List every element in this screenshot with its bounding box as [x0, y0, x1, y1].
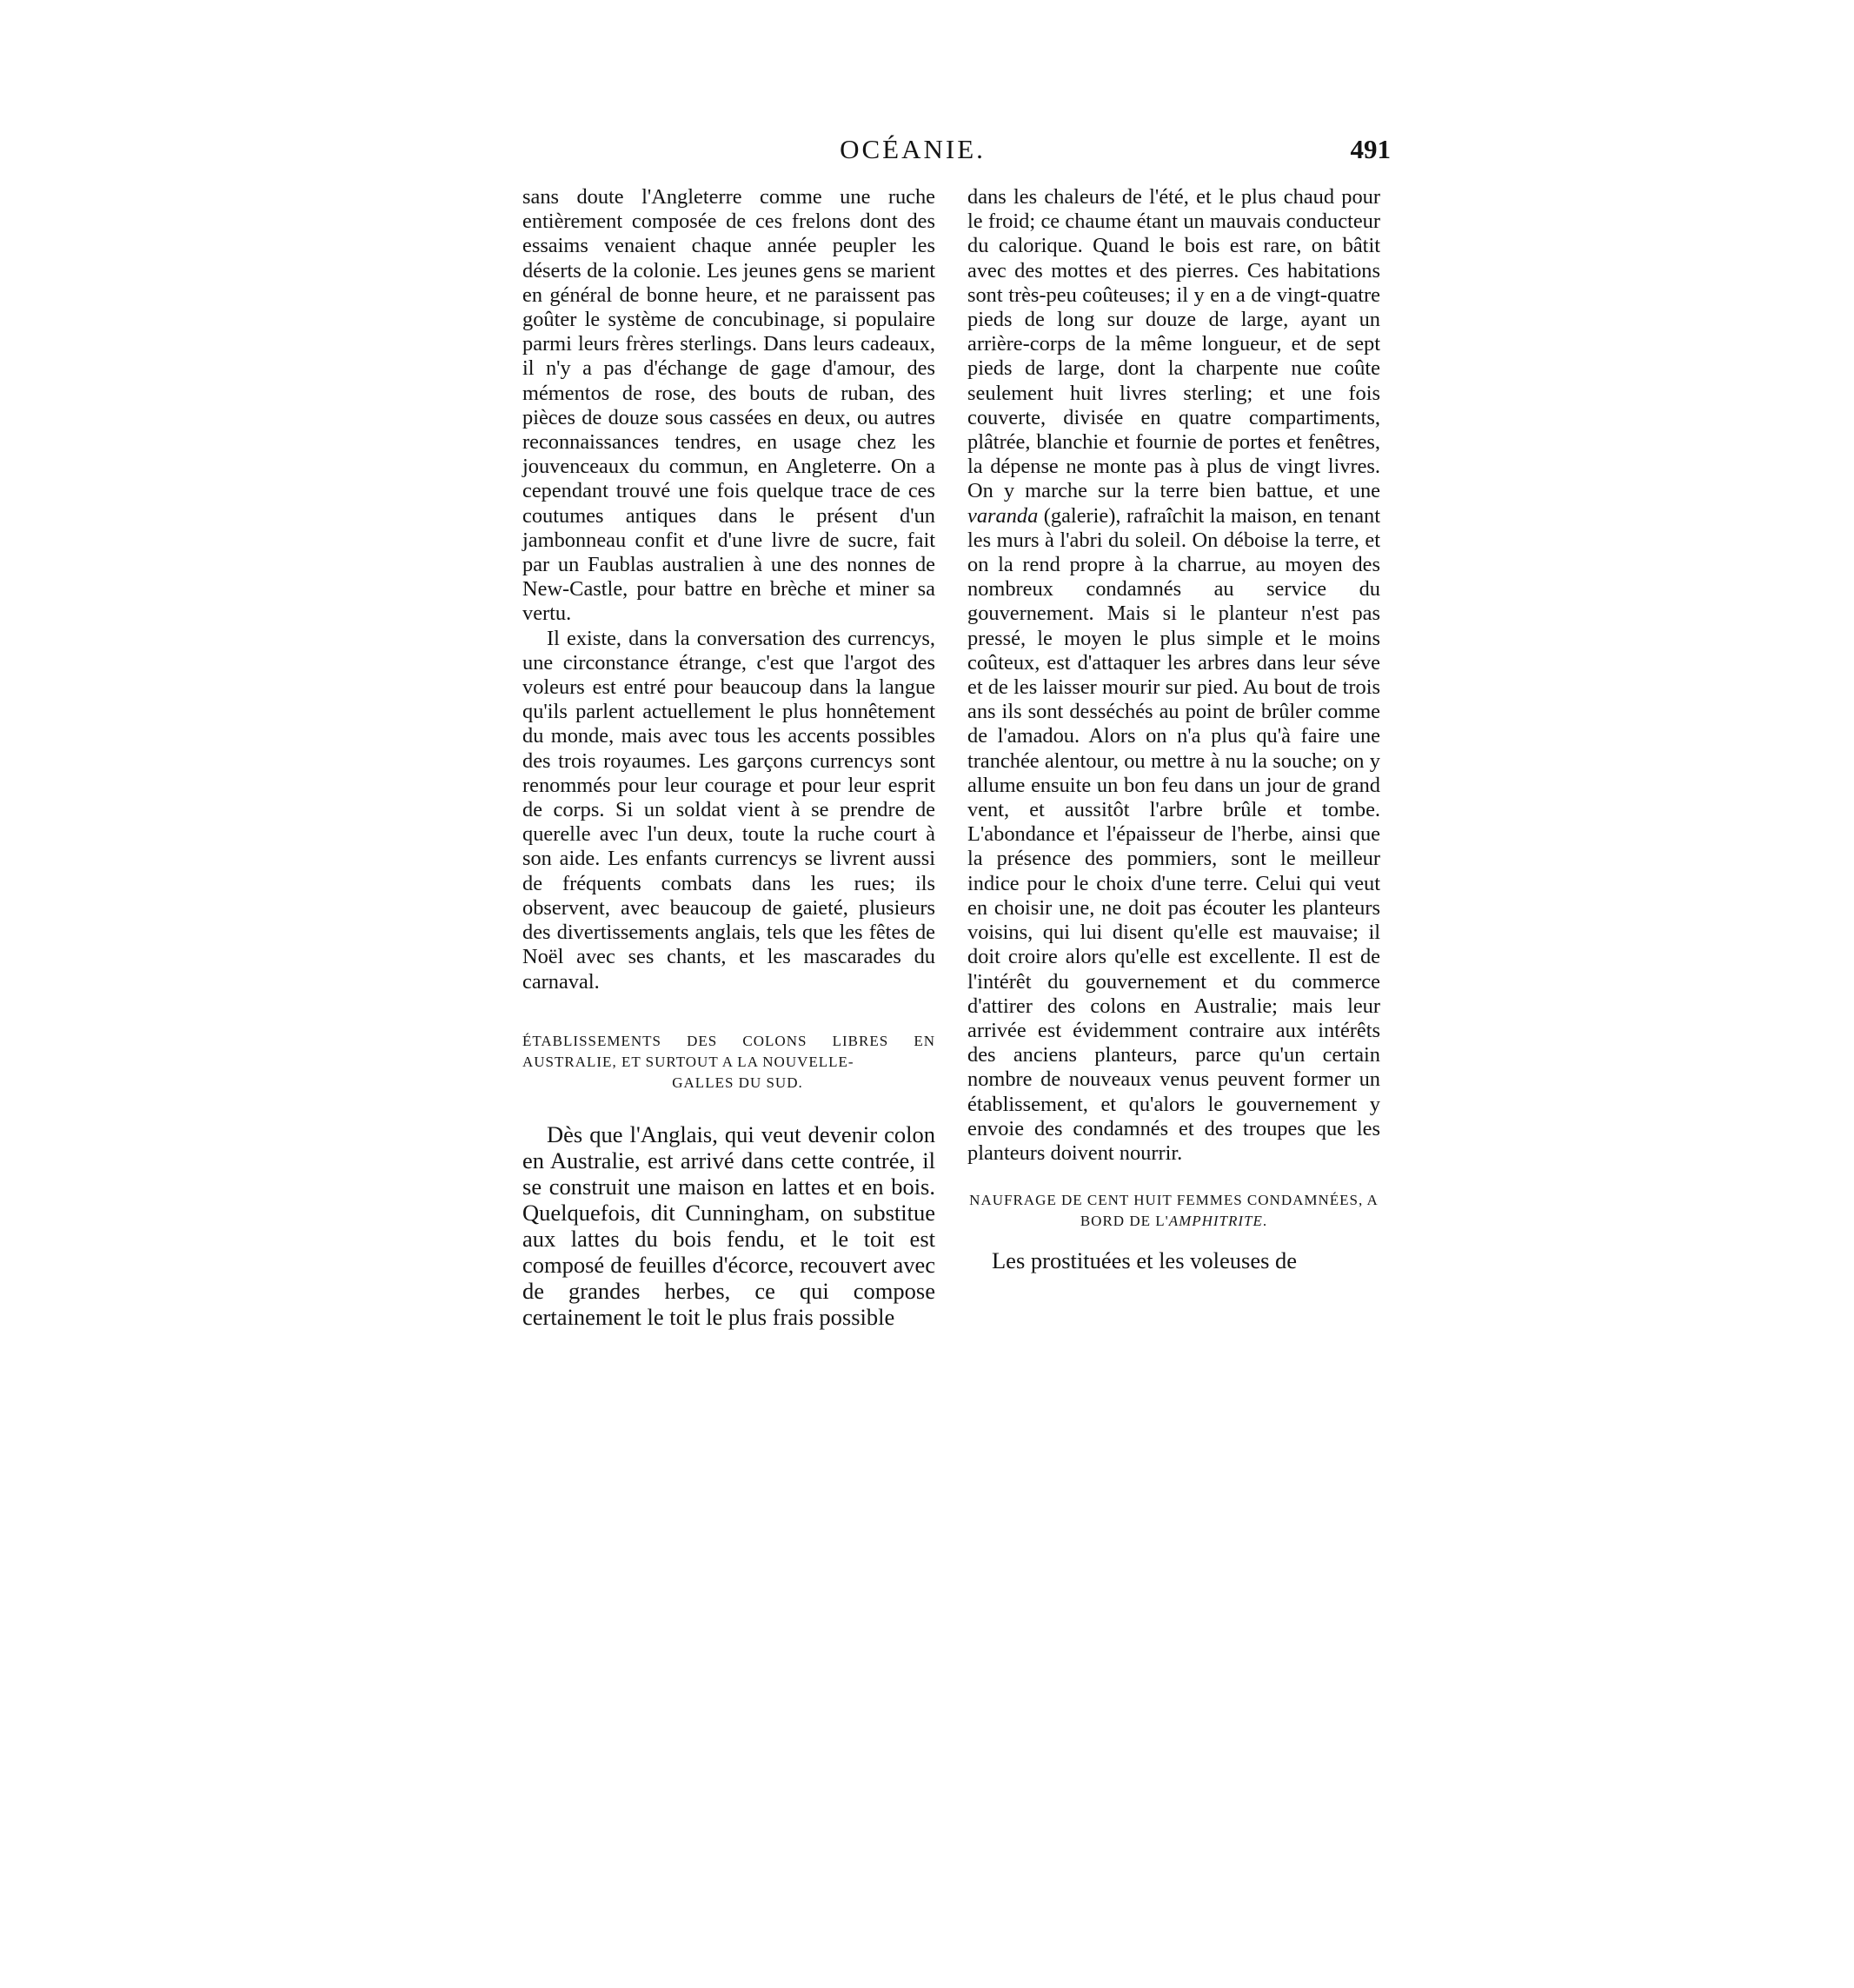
section-heading-line: ÉTABLISSEMENTS DES COLONS LIBRES EN AUSTRALIE, ET SURTOUT A LA NOUVELLE- — [522, 1032, 935, 1070]
paragraph-text: dans les chaleurs de l'été, et le plus chaud pour le froid; ce chaume étant un mauvais conducteur du calorique. Quand le bois est rare, on bâtit avec des mottes et des pierres. Ces habitations sont très-peu coûteuses; il y en a de vingt-quatre pieds de long sur douze de large, ayant un arrière-corps de la même longueur, et de sept pieds de large, dont la charpente nue coûte seulement huit livres sterling; et une fois couverte, divisée en quatre compartiments, plâtrée, blanchie et fournie de portes et fenêtres, la dépense ne monte pas à plus de vingt livres. On y marche sur la terre bien battue, et une — [967, 185, 1380, 503]
running-head — [522, 130, 1391, 169]
section-heading-line: GALLES DU SUD. — [672, 1074, 803, 1091]
section-heading-emphasis: AMPHITRITE — [1168, 1213, 1263, 1230]
emphasis: varanda — [967, 503, 1039, 528]
paragraph-text: (galerie), rafraîchit la maison, en tenant les murs à l'abri du soleil. On déboise la terre, et on la rend propre à la charrue, au moyen des nombreux condamnés au service du gouvernement. Mais si le planteur n'est pas pressé, le moyen le plus simple et le moins coûteux, est d'attaquer les arbres dans leur séve et de les laisser mourir sur pied. Au bout de trois ans ils sont desséchés au point de brûler comme de l'amadou. Alors on n'a plus qu'à faire une tranchée alentour, ou mettre à nu la souche; on y allume ensuite un bon feu dans un jour de grand vent, et aussitôt l'arbre brûle et tombe. L'abondance et l'épaisseur de l'herbe, ainsi que la présence des pommiers, sont le meilleur indice pour le choix d'une terre. Celui qui veut en choisir une, ne doit pas écouter les planteurs voisins, qui lui disent qu'elle est mauvaise; il doit croire alors qu'elle est excellente. Il est de l'intérêt du gouvernement et du commerce d'attirer des colons en Australie; mais leur arrivée est évidemment contraire aux intérêts des anciens planteurs, parce qu'un certain nombre de nouveaux venus peuvent former un établissement, et qu'alors le gouvernement y envoie des condamnés et des troupes que les planteurs doivent nourrir. — [967, 503, 1380, 1165]
paragraph: Il existe, dans la conversation des currencys, une circonstance étrange, c'est que l'argot des voleurs est entré pour beaucoup dans la langue qu'ils parlent actuellement le plus honnêtement du monde, mais avec tous les accents possibles des trois royaumes. Les garçons currencys sont renommés pour leur courage et pour leur esprit de corps. Si un soldat vient à se prendre de querelle avec l'un deux, toute la ruche court à son aide. Les enfants currencys se livrent aussi de fréquents combats dans les rues; ils observent, avec beaucoup de gaieté, plusieurs des divertissements anglais, tels que les fêtes de Noël avec ses chants, et les mascarades du carnaval. — [522, 626, 935, 994]
paragraph — [967, 185, 1380, 1166]
running-title: OCÉANIE. — [840, 134, 986, 164]
paragraph: sans doute l'Angleterre comme une ruche entièrement composée de ces frelons dont des essaims venaient chaque année peupler les déserts de la colonie. Les jeunes gens se marient en général de bonne heure, et ne paraissent pas goûter le système de concubinage, si populaire parmi leurs frères sterlings. Dans leurs cadeaux, il n'y a pas d'échange de gage d'amour, des mémentos de rose, des bouts de ruban, des pièces de douze sous cassées en deux, ou autres reconnaissances tendres, en usage chez les jouvenceaux du commun, en Angleterre. On a cependant trouvé une fois quelque trace de ces coutumes antiques dans le présent d'un jambonneau confit et d'une livre de sucre, fait par un Faublas australien à une des nonnes de New-Castle, pour battre en brèche et miner sa vertu. — [522, 185, 935, 626]
section-heading-text: NAUFRAGE DE CENT HUIT FEMMES CONDAMNÉES, A BORD DE L' — [969, 1192, 1379, 1230]
paragraph: Les prostituées et les voleuses de — [992, 1247, 1298, 1274]
section-heading — [967, 1190, 1380, 1232]
right-column — [967, 185, 1380, 1273]
section-heading-end: . — [1262, 1213, 1268, 1230]
section-heading — [522, 1031, 935, 1094]
paragraph: Dès que l'Anglais, qui veut devenir colon en Australie, est arrivé dans cette contrée, il se construit une maison en lattes et en bois. Quelquefois, dit Cunningham, on substitue aux lattes du bois fendu, et le toit est composé de feuilles d'écorce, recouvert avec de grandes herbes, ce qui compose certainement le toit le plus frais possible — [522, 1120, 935, 1330]
left-column — [522, 185, 935, 1330]
page-number: 491 — [1350, 134, 1391, 164]
